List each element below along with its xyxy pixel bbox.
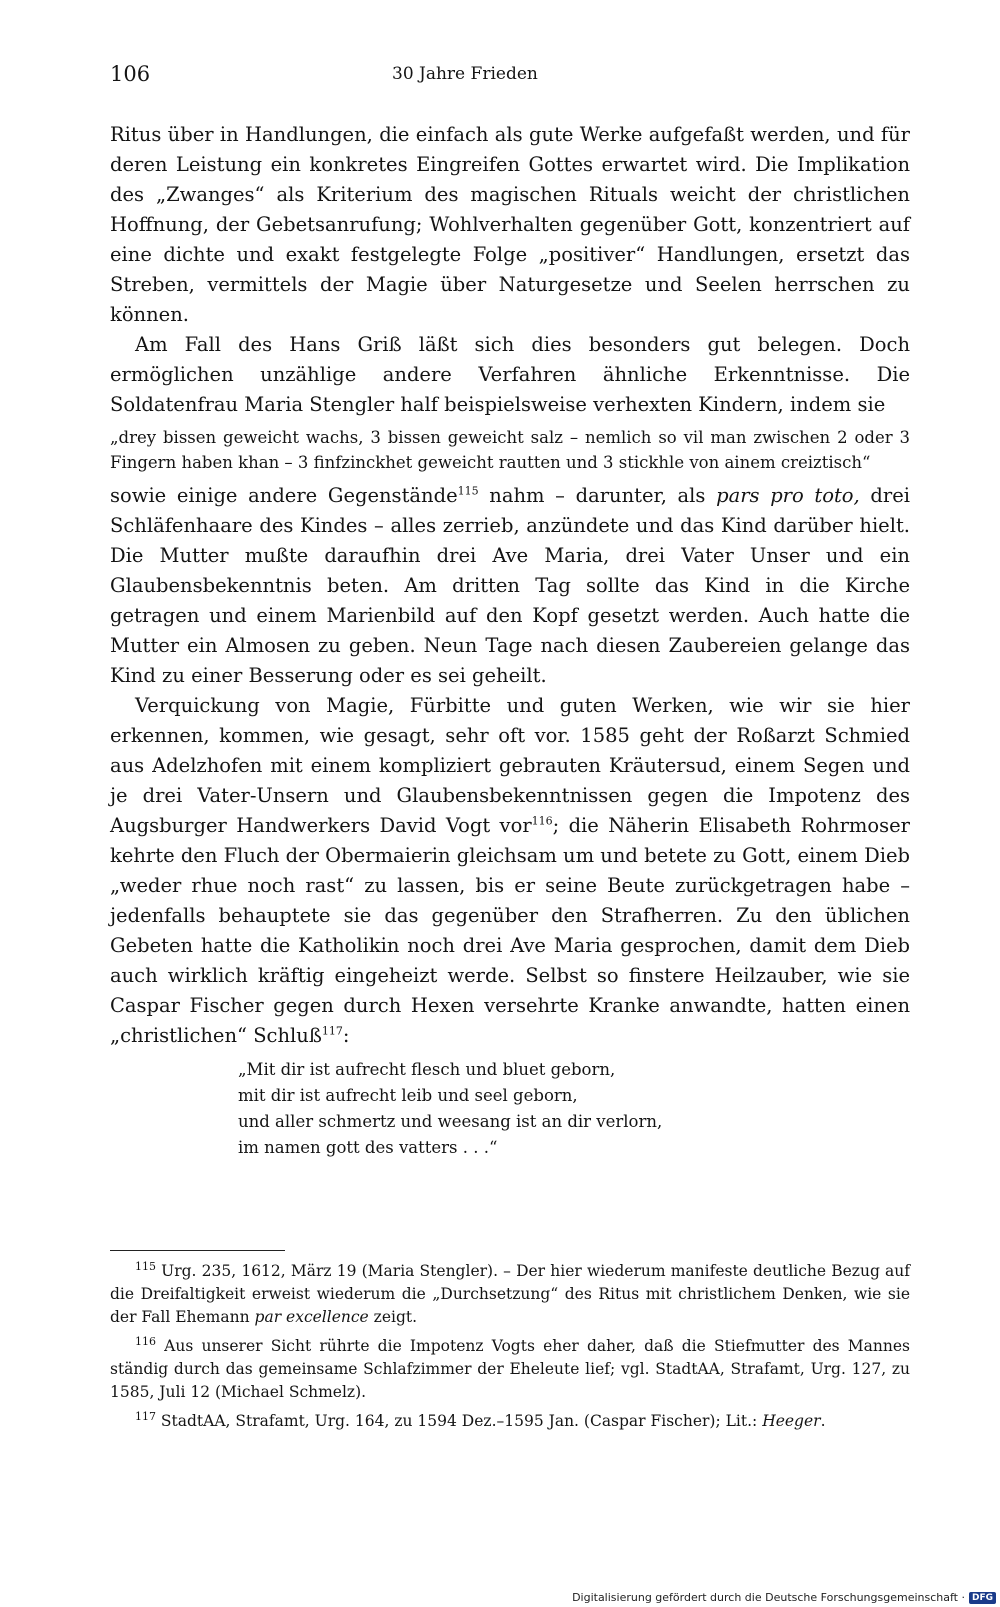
running-title: 30 Jahre Frieden: [392, 64, 538, 84]
footnote-ref-116[interactable]: 116: [531, 814, 553, 828]
footnote-divider: [110, 1250, 285, 1251]
footnote-115: $^{115}$ Urg. 235, 1612, März 19 (Maria Stengler). – Der hier wiederum manifeste deutliche Bezug auf die Dreifaltigkeit erweist wiederum die „Durchsetzung“ des Ritus mit christlichem Denken, wie sie der Fall Ehemann par excellence zeigt.: [110, 1259, 910, 1326]
verse-line: „Mit dir ist aufrecht flesch und bluet geborn,: [238, 1060, 616, 1079]
footnotes: [110, 1260, 910, 1439]
verse-line: und aller schmertz und weesang ist an dir verlorn,: [238, 1112, 663, 1131]
page-number: 106: [110, 62, 151, 86]
footnote-ref-115[interactable]: 115: [457, 484, 479, 498]
footnote-ref-117[interactable]: 117: [321, 1024, 343, 1038]
block-quote: „drey bissen geweicht wachs, 3 bissen geweicht salz – nemlich so vil man zwischen 2 oder 3 Fingern haben khan – 3 finfzinckhet geweicht rautten und 3 stickhle von ainem creiztisch“: [110, 428, 910, 472]
footnote-117: $^{117}$ StadtAA, Strafamt, Urg. 164, zu 1594 Dez.–1595 Jan. (Caspar Fischer); Lit.: Heeger.: [135, 1409, 826, 1430]
dfg-logo-icon: DFG: [969, 1592, 996, 1604]
verse-line: im namen gott des vatters . . .“: [238, 1138, 498, 1157]
verse-line: mit dir ist aufrecht leib und seel geborn,: [238, 1086, 578, 1105]
footnote-116: $^{116}$ Aus unserer Sicht rührte die Impotenz Vogts eher daher, daß die Stiefmutter des Mannes ständig durch das gemeinsame Schlafzimmer der Eheleute lief; vgl. StadtAA, Strafamt, Urg. 127, zu 1585, Juli 12 (Michael Schmelz).: [110, 1334, 910, 1401]
paragraph-1: Ritus über in Handlungen, die einfach als gute Werke aufgefaßt werden, und für deren Leistung ein konkretes Eingreifen Gottes erwartet wird. Die Implikation des „Zwanges“ als Kriterium des magischen Rituals weicht der christlichen Hoffnung, der Gebetsanrufung; Wohlverhalten gegenüber Gott, konzentriert auf eine dichte und exakt festgelegte Folge „positiver“ Handlungen, ersetzt das Streben, vermittels der Magie über Naturgesetze und Seelen herrschen zu können.: [110, 123, 910, 326]
paragraph-3: sowie einige andere Gegenstände$^{115}$ nahm – darunter, als pars pro toto, drei Schläfenhaare des Kindes – alles zerrieb, anzündete und das Kind darüber hielt. Die Mutter mußte daraufhin drei Ave Maria, drei Vater Unser und ein Glaubensbekenntnis beten. Am dritten Tag sollte das Kind in die Kirche getragen und einem Marienbild auf den Kopf gesetzt werden. Auch hatte die Mutter ein Almosen zu geben. Neun Tage nach diesen Zaubereien gelange das Kind zu einer Besserung oder es sei geheilt.: [110, 484, 910, 687]
page-header: [110, 62, 910, 92]
verse-quote: [238, 1057, 910, 1161]
credit-text: Digitalisierung gefördert durch die Deutsche Forschungsgemeinschaft ·: [572, 1591, 965, 1604]
paragraph-2: Am Fall des Hans Griß läßt sich dies besonders gut belegen. Doch ermöglichen unzählige andere Verfahren ähnliche Erkenntnisse. Die Soldatenfrau Maria Stengler half beispielsweise verhexten Kindern, indem sie: [110, 333, 910, 416]
main-text: [110, 120, 910, 1161]
paragraph-4: Verquickung von Magie, Fürbitte und guten Werken, wie wir sie hier erkennen, kommen, wie gesagt, sehr oft vor. 1585 geht der Roßarzt Schmied aus Adelzhofen mit einem kompliziert gebrauten Kräutersud, einem Segen und je drei Vater-Unsern und Glaubensbekenntnissen gegen die Impotenz des Augsburger Handwerkers David Vogt vor$^{116}$; die Näherin Elisabeth Rohrmoser kehrte den Fluch der Obermaierin gleichsam um und betete zu Gott, einem Dieb „weder rhue noch rast“ zu lassen, bis er seine Beute zurückgetragen habe – jedenfalls behauptete sie das gegenüber den Strafherren. Zu den üblichen Gebeten hatte die Katholikin noch drei Ave Maria gesprochen, damit dem Dieb auch wirklich kräftig eingeheizt werde. Selbst so finstere Heilzauber, wie sie Caspar Fischer gegen durch Hexen versehrte Kranke anwandte, hatten einen „christlichen“ Schluß$^{117}$:: [110, 694, 910, 1047]
digitization-credit: [572, 1591, 996, 1604]
